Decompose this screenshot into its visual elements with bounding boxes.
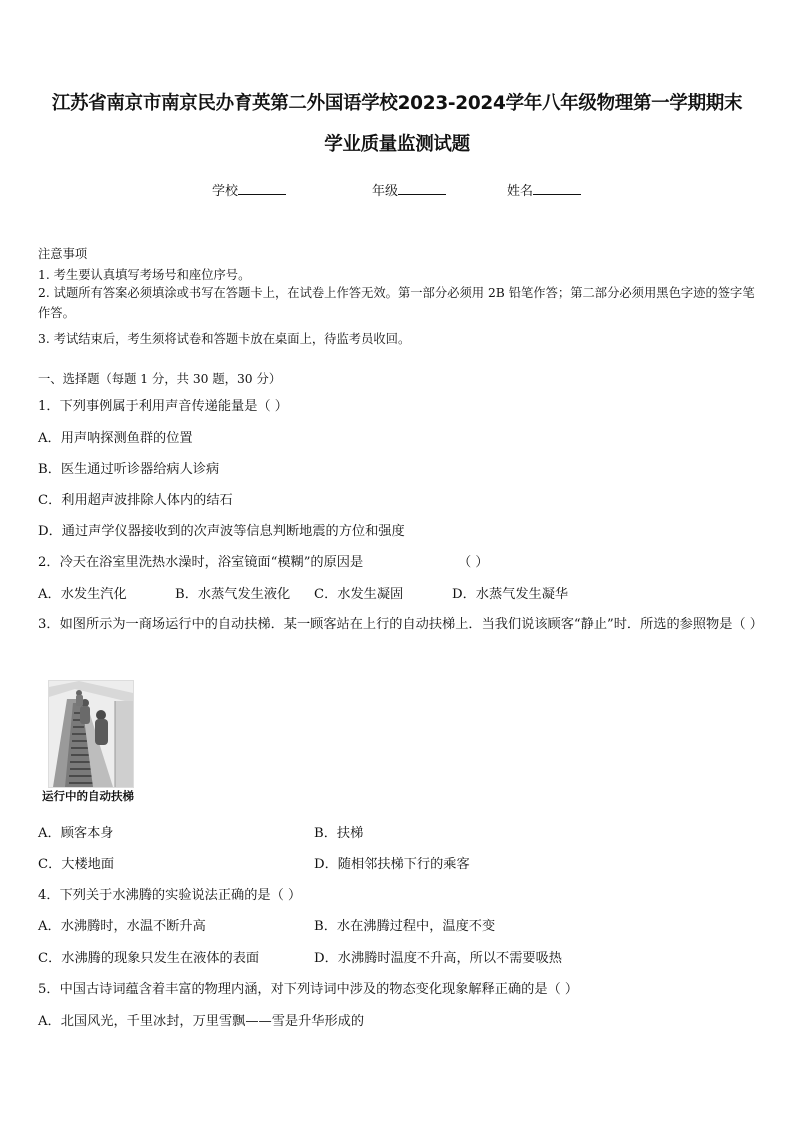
notice-item-3: 3. 考试结束后，考生须将试卷和答题卡放在桌面上，待监考员收回。 [38, 332, 411, 346]
exam-title-line1: 江苏省南京市南京民办育英第二外国语学校2023-2024学年八年级物理第一学期期末 [51, 93, 743, 114]
name-blank[interactable] [533, 182, 581, 195]
q4-option-a[interactable]: A．水沸腾时，水温不断升高 [38, 919, 206, 934]
school-blank[interactable] [238, 182, 286, 195]
q2-option-b[interactable]: B．水蒸气发生液化 [175, 587, 291, 602]
school-label: 学校 [212, 184, 239, 199]
grade-label: 年级 [372, 184, 399, 199]
q2-stem: 2．冷天在浴室里洗热水澡时，浴室镜面“模糊”的原因是 [38, 555, 364, 570]
q2-answer-paren: （ ） [458, 555, 489, 570]
q1-option-a[interactable]: A．用声呐探测鱼群的位置 [38, 431, 193, 446]
figure-caption: 运行中的自动扶梯 [42, 789, 134, 803]
escalator-image [49, 681, 133, 787]
school-field[interactable] [212, 180, 286, 199]
notice-heading: 注意事项 [38, 247, 88, 261]
notice-item-2: 2. 试题所有答案必须填涂或书写在答题卡上，在试卷上作答无效。第一部分必须用 2B 铅笔作答；第二部分必须用黑色字迹的签字笔作答。 [38, 286, 755, 320]
q1-option-d[interactable]: D．通过声学仪器接收到的次声波等信息判断地震的方位和强度 [38, 524, 405, 539]
exam-title-line2: 学业质量监测试题 [324, 134, 470, 155]
q3-stem: 3．如图所示为一商场运行中的自动扶梯．某一顾客站在上行的自动扶梯上．当我们说该顾客“静止”时．所选的参照物是（ ） [38, 617, 763, 632]
q1-stem: 1．下列事例属于利用声音传递能量是（ ） [38, 399, 288, 414]
q3-option-b[interactable]: B．扶梯 [314, 826, 364, 841]
notice-item-1: 1. 考生要认真填写考场号和座位序号。 [38, 268, 251, 282]
q3-option-d[interactable]: D．随相邻扶梯下行的乘客 [314, 857, 470, 872]
q3-option-c[interactable]: C．大楼地面 [38, 857, 115, 872]
name-field[interactable] [507, 180, 581, 199]
q4-option-d[interactable]: D．水沸腾时温度不升高，所以不需要吸热 [314, 951, 562, 966]
q4-option-b[interactable]: B．水在沸腾过程中，温度不变 [314, 919, 496, 934]
q5-option-a[interactable]: A．北国风光，千里冰封，万里雪飘——雪是升华形成的 [38, 1014, 365, 1029]
grade-field[interactable] [372, 180, 446, 199]
q2-option-c[interactable]: C．水发生凝固 [314, 587, 404, 602]
q1-option-b[interactable]: B．医生通过听诊器给病人诊病 [38, 462, 220, 477]
q3-option-a[interactable]: A．顾客本身 [38, 826, 114, 841]
q2-option-d[interactable]: D．水蒸气发生凝华 [452, 587, 569, 602]
section-heading: 一、选择题（每题 1 分，共 30 题，30 分） [38, 372, 282, 386]
q4-stem: 4．下列关于水沸腾的实验说法正确的是（ ） [38, 888, 302, 903]
q4-option-c[interactable]: C．水沸腾的现象只发生在液体的表面 [38, 951, 260, 966]
q2-option-a[interactable]: A．水发生汽化 [38, 587, 127, 602]
name-label: 姓名 [507, 184, 534, 199]
q1-option-c[interactable]: C．利用超声波排除人体内的结石 [38, 493, 233, 508]
q5-stem: 5．中国古诗词蕴含着丰富的物理内涵，对下列诗词中涉及的物态变化现象解释正确的是（ ） [38, 982, 579, 997]
grade-blank[interactable] [398, 182, 446, 195]
escalator-figure [48, 680, 134, 788]
